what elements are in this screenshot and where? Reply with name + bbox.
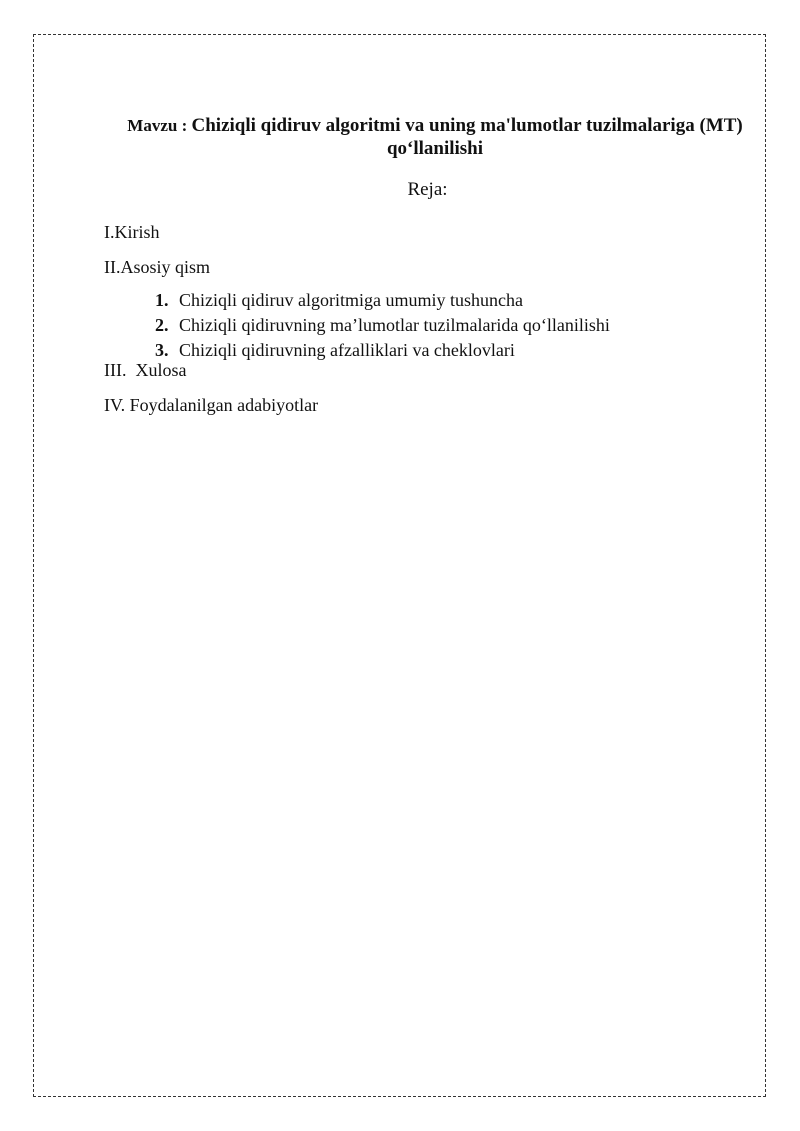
title-text: Chiziqli qidiruv algoritmi va uning ma'lumotlar tuzilmalariga (MT) [191,115,743,136]
section-conclusion: III. Xulosa [104,360,187,380]
title-line-2: qo‘llanilishi [386,138,484,159]
title-lead: Mavzu : [127,116,192,135]
subitem-number: 1. [155,290,169,310]
subitem-2 [155,314,610,336]
subitem-1 [155,289,523,311]
plan-heading: Reja: [407,179,448,200]
document-title [110,114,760,160]
subitem-text: Chiziqli qidiruv algoritmiga umumiy tushuncha [179,290,523,310]
section-references: IV. Foydalanilgan adabiyotlar [104,395,319,415]
subitem-3 [155,339,515,361]
title-line-1 [110,114,760,137]
subitem-number: 3. [155,340,169,360]
subitem-text: Chiziqli qidiruvning ma’lumotlar tuzilmalarida qo‘llanilishi [179,315,610,335]
section-main-part: II.Asosiy qism [104,257,211,277]
section-introduction: I.Kirish [104,222,160,242]
subitem-number: 2. [155,315,169,335]
subitem-text: Chiziqli qidiruvning afzalliklari va cheklovlari [179,340,515,360]
